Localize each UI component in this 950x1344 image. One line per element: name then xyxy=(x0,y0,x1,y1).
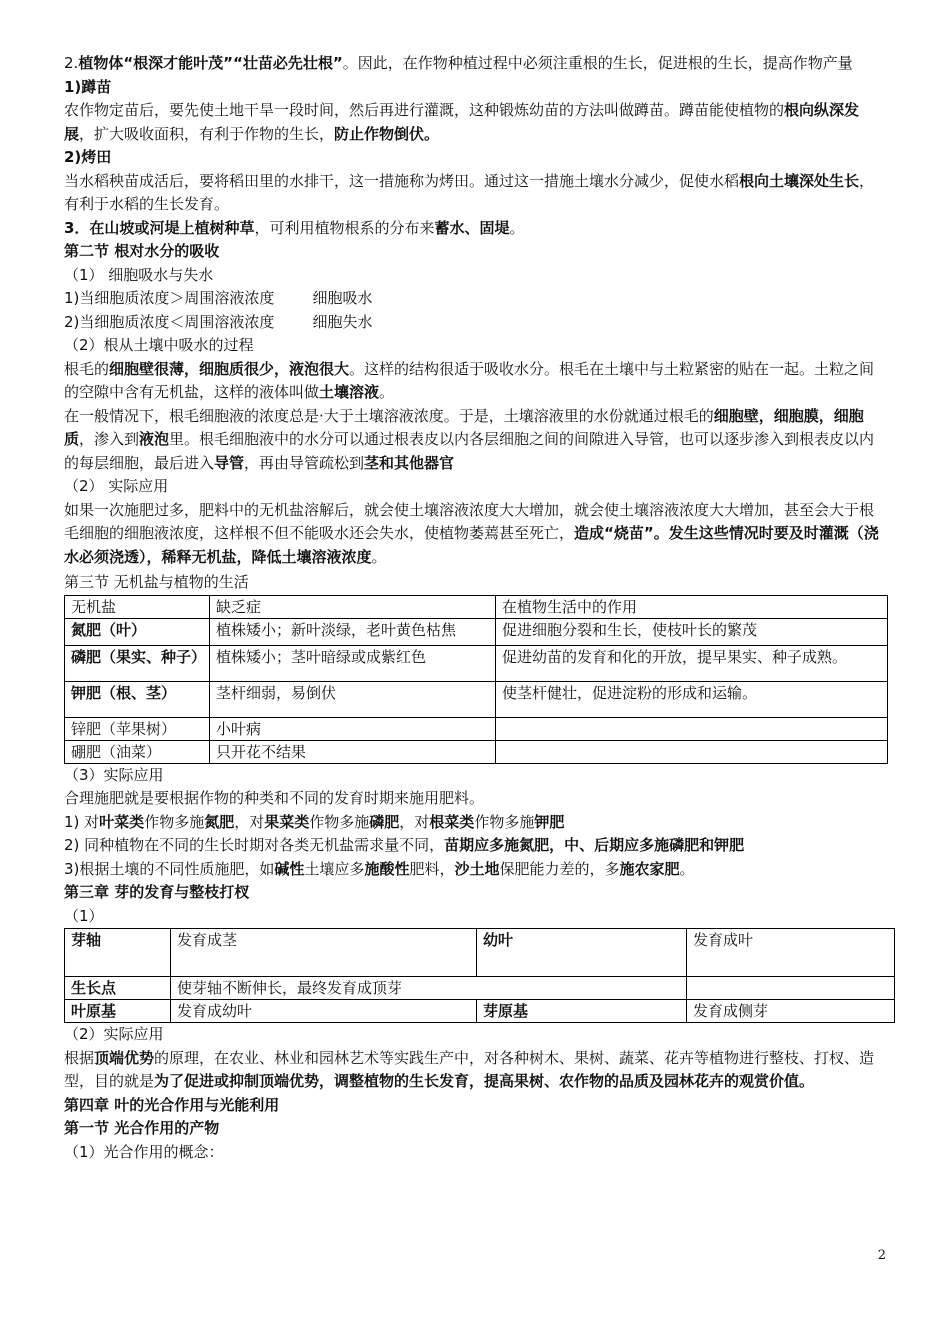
page-number: 2 xyxy=(877,1248,886,1263)
para-slope: 3．在山坡或河堤上植树种草，可利用植物根系的分布来蓄水、固堤。 xyxy=(64,218,525,237)
table-row: 磷肥（果实、种子） 植株矮小；茎叶暗绿或成紫红色 促进幼苗的发育和化的开放，提早果实、种子成熟。 xyxy=(65,645,888,681)
table-row: 钾肥（根、茎） 茎杆细弱，易倒伏 使茎杆健壮，促进淀粉的形成和运输。 xyxy=(65,681,888,717)
subheading: （1）光合作用的概念： xyxy=(64,1142,224,1161)
para-kaotian: 当水稻秧苗成活后，要将稻田里的水排干，这一措施称为烤田。通过这一措施土壤水分减少，促使水稻根向土壤深处生长，有利于水稻的生长发育。 xyxy=(64,171,875,213)
subheading: （2）根从土壤中吸水的过程 xyxy=(64,336,254,354)
chapter-title-4: 第四章 叶的光合作用与光能利用 xyxy=(64,1095,280,1114)
bud-table xyxy=(64,928,895,1023)
list-line: 2)当细胞质浓度＜周围溶液浓度 细胞失水 xyxy=(64,312,373,331)
chapter-title-3: 第三章 芽的发育与整枝打杈 xyxy=(64,883,250,901)
section-title-4-1: 第一节 光合作用的产物 xyxy=(64,1119,220,1137)
list-line: 2) 同种植物在不同的生长时期对各类无机盐需求量不同，苗期应多施氮肥，中、后期应多施磷肥和钾肥 xyxy=(64,836,745,854)
subheading: （3）实际应用 xyxy=(64,765,164,784)
para-apical: 根据顶端优势的原理，在农业、林业和园林艺术等实践生产中，对各种树木、果树、蔬菜、花卉等植物进行整枝、打杈、造型，目的就是为了促进或抑制顶端优势，调整植物的生长发育，提高果树、农作物的品质及园林花卉的观赏价值。 xyxy=(64,1048,875,1090)
para-fertilize: 合理施肥就是要根据作物的种类和不同的发育时期来施用肥料。 xyxy=(64,789,485,807)
section-title-2: 第二节 根对水分的吸收 xyxy=(64,242,220,260)
table-header: 无机盐 xyxy=(65,595,210,618)
table-header-row xyxy=(65,595,888,618)
section-title-3: 第三节 无机盐与植物的生活 xyxy=(64,573,249,591)
table-row: 锌肥（苹果树） 小叶病 xyxy=(65,717,888,740)
subheading: （1） xyxy=(64,906,104,925)
document-page xyxy=(64,52,888,1164)
heading-dunmiao: 1)蹲苗 xyxy=(64,77,112,96)
subheading: （2） 实际应用 xyxy=(64,477,169,495)
heading-kaotian: 2)烤田 xyxy=(64,148,112,166)
list-line: 1) 对叶菜类作物多施氮肥，对果菜类作物多施磷肥，对根菜类作物多施钾肥 xyxy=(64,812,565,831)
table-header: 在植物生活中的作用 xyxy=(496,595,888,618)
para-text: 。因此，在作物种植过程中必须注重根的生长，促进根的生长，提高作物产量 xyxy=(342,54,853,72)
para-burn: 如果一次施肥过多，肥料中的无机盐溶解后，就会使土壤溶液浓度大大增加，就会使土壤溶液浓度大大增加，甚至会大于根毛细胞的细胞液浓度，这样根不但不能吸水还会失水，使植物萎蔫甚至死亡，造成“烧苗”。发生这些情况时要及时灌溉（浇水必须浇透），稀释无机盐，降低土壤溶液浓度。 xyxy=(64,500,879,566)
list-line: 3)根据土壤的不同性质施肥，如碱性土壤应多施酸性肥料，沙土地保肥能力差的，多施农家肥。 xyxy=(64,859,695,878)
para-lead: 2. xyxy=(64,54,79,72)
para-water-path: 在一般情况下，根毛细胞液的浓度总是·大于土壤溶液浓度。于是，土壤溶液里的水份就通过根毛的细胞壁，细胞膜，细胞质，渗入到液泡里。根毛细胞液中的水分可以通过根表皮以内各层细胞之间的间隙进入导管，也可以逐步渗入到根表皮以内的每层细胞，最后进入导管，再由导管疏松到茎和其他器官 xyxy=(64,406,875,472)
subheading: （1） 细胞吸水与失水 xyxy=(64,265,214,284)
para-roots xyxy=(64,52,888,76)
minerals-table xyxy=(64,595,888,764)
table-header: 缺乏症 xyxy=(210,595,496,618)
bold-text: 植物体“根深才能叶茂”“壮苗必先壮根” xyxy=(78,54,343,72)
list-line: 1)当细胞质浓度＞周围溶液浓度 细胞吸水 xyxy=(64,289,373,307)
subheading: （2）实际应用 xyxy=(64,1025,164,1043)
para-dunmiao: 农作物定苗后，要先使土地干旱一段时间，然后再进行灌溉，这种锻炼幼苗的方法叫做蹲苗。蹲苗能使植物的根向纵深发展，扩大吸收面积，有利于作物的生长，防止作物倒伏。 xyxy=(64,101,860,143)
table-row: 硼肥（油菜） 只开花不结果 xyxy=(65,740,888,763)
table-row: 叶原基 发育成幼叶 芽原基 发育成侧芽 xyxy=(65,1000,895,1023)
para-root-hair: 根毛的细胞壁很薄，细胞质很少，液泡很大。这样的结构很适于吸收水分。根毛在土壤中与土粒紧密的贴在一起。土粒之间的空隙中含有无机盐，这样的液体叫做土壤溶液。 xyxy=(64,359,875,401)
table-row: 生长点 使芽轴不断伸长，最终发育成顶芽 xyxy=(65,977,895,1000)
table-row: 氮肥（叶） 植株矮小；新叶淡绿，老叶黄色枯焦 促进细胞分裂和生长，使枝叶长的繁茂 xyxy=(65,618,888,645)
table-row: 芽轴 发育成茎 幼叶 发育成叶 xyxy=(65,929,895,977)
